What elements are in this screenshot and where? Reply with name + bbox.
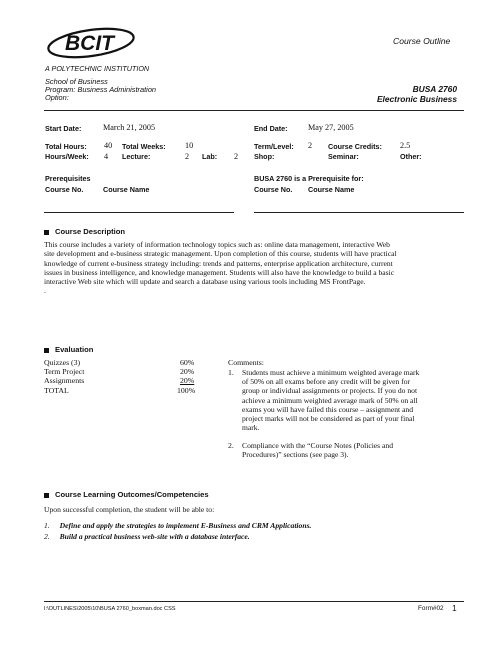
- comment-line: Students must achieve a minimum weighted average mark: [242, 368, 420, 377]
- comment-line: Procedures)” sections (see page 3).: [242, 450, 349, 460]
- section-bullet-icon: [44, 348, 49, 353]
- prerequisite-for-title: BUSA 2760 is a Prerequisite for:: [254, 174, 364, 183]
- outcome-item: [44, 521, 311, 531]
- comment-line: project marks will not be considered as part of your final: [242, 414, 415, 424]
- end-date-value: May 27, 2005: [308, 123, 354, 132]
- section-bullet-icon: [44, 493, 49, 498]
- eval-item: Assignments: [44, 376, 85, 385]
- seminar-label: Seminar:: [328, 152, 359, 161]
- evaluation-title: Evaluation: [55, 345, 94, 354]
- comment-line: of 50% on all exams before any credit will be given for: [242, 377, 411, 387]
- eval-item: Term Project: [44, 367, 85, 376]
- lecture-value: 2: [185, 152, 190, 161]
- prereq-for-course-no-header: Course No.: [254, 185, 293, 194]
- eval-pct: 60%: [180, 358, 195, 367]
- eval-item: TOTAL: [44, 386, 69, 395]
- hours-week-value: 4: [104, 152, 109, 161]
- bcit-logo: [45, 22, 140, 62]
- comment-line: achieve a minimum weighted average mark of 50% on all: [242, 395, 418, 405]
- course-description-title: Course Description: [55, 227, 126, 236]
- outcome-number: 2.: [44, 532, 50, 541]
- description-line: issues in business intelligence, and knowledge management. Students will also have the knowledge to build a basic: [44, 267, 395, 277]
- doc-type: Course Outline: [393, 36, 451, 46]
- other-label: Other:: [400, 152, 422, 161]
- term-level-label: Term/Level:: [254, 142, 294, 151]
- outcome-item: [44, 532, 250, 542]
- learning-outcomes-heading: [44, 490, 209, 499]
- shop-label: Shop:: [254, 152, 275, 161]
- lab-value: 2: [234, 152, 239, 161]
- divider-top: [44, 110, 464, 111]
- total-weeks-label: Total Weeks:: [122, 142, 166, 151]
- description-line: .: [44, 286, 46, 296]
- course-description-text: [44, 240, 464, 296]
- option-label: Option:: [45, 93, 69, 102]
- comment-number: 1.: [228, 368, 234, 377]
- comment-2: [242, 441, 477, 459]
- eval-pct: 100%: [177, 386, 196, 395]
- comment-number: 2.: [228, 441, 234, 450]
- prereq-line-left: [44, 212, 234, 213]
- total-hours-label: Total Hours:: [45, 142, 87, 151]
- comments-label: Comments:: [228, 358, 264, 367]
- logo-text: BCIT: [65, 32, 114, 55]
- total-hours-value: 40: [104, 141, 113, 150]
- prereq-for-course-name-header: Course Name: [308, 185, 355, 194]
- end-date-label: End Date:: [254, 124, 288, 133]
- hours-week-label: Hours/Week:: [45, 152, 89, 161]
- bcit-logo-swoosh-icon: [45, 22, 140, 62]
- term-level-value: 2: [308, 141, 313, 150]
- comment-line: mark.: [242, 423, 260, 433]
- eval-item: Quizzes (3): [44, 358, 81, 367]
- start-date-label: Start Date:: [45, 124, 82, 133]
- course-credits-value: 2.5: [400, 141, 411, 150]
- total-weeks-value: 10: [185, 141, 194, 150]
- comment-line: exams you will have failed this course – assignment and: [242, 404, 414, 414]
- start-date-value: March 21, 2005: [103, 123, 156, 132]
- course-description-heading: [44, 227, 125, 236]
- description-line: knowledge of current e-business strategy including: trends and patterns, enterprise application architecture, current: [44, 258, 393, 268]
- program-name: Program: Business Administration: [45, 85, 157, 94]
- outcome-text: Define and apply the strategies to implement E-Business and CRM Applications.: [59, 521, 312, 530]
- lab-label: Lab:: [202, 152, 218, 161]
- comment-line: group or individual assignments or projects. If you do not: [242, 386, 418, 396]
- comment-line: Compliance with the “Course Notes (Policies and: [242, 441, 393, 450]
- institution-tagline: A POLYTECHNIC INSTITUTION: [45, 64, 150, 73]
- description-line: interactive Web site which will update and search a database using various tools including MS FrontPage.: [44, 277, 366, 287]
- footer-divider: [44, 601, 464, 602]
- prereq-course-name-header: Course Name: [103, 185, 150, 194]
- course-title: Electronic Business: [376, 94, 457, 104]
- prerequisites-title: Prerequisites: [45, 174, 91, 183]
- lecture-label: Lecture:: [122, 152, 151, 161]
- comment-1: [242, 368, 477, 432]
- outcomes-intro: Upon successful completion, the student will be able to:: [44, 505, 215, 514]
- evaluation-heading: [44, 345, 93, 354]
- eval-pct: 20%: [180, 376, 195, 385]
- prereq-course-no-header: Course No.: [45, 185, 84, 194]
- course-credits-label: Course Credits:: [328, 142, 382, 151]
- school-name: School of Business: [45, 77, 108, 86]
- prereq-line-right: [254, 212, 464, 213]
- footer-page-number: 1: [452, 603, 457, 613]
- learning-outcomes-title: Course Learning Outcomes/Competencies: [55, 490, 209, 499]
- footer-file-path: I:\OUTLINES\2005\10\BUSA 2760_boxman.doc CSS: [44, 606, 176, 612]
- description-line: This course includes a variety of information technology topics such as: online data management, interactive Web: [44, 240, 390, 249]
- eval-pct: 20%: [180, 367, 195, 376]
- outcome-number: 1.: [44, 521, 50, 530]
- section-bullet-icon: [44, 230, 49, 235]
- description-line: site development and e-business strategic management. Upon completion of this course, students will have practical: [44, 249, 397, 259]
- footer-form-number: Form#02: [418, 605, 444, 612]
- outcome-text: Build a practical business web-site with a database interface.: [59, 532, 250, 541]
- course-code: BUSA 2760: [412, 84, 457, 94]
